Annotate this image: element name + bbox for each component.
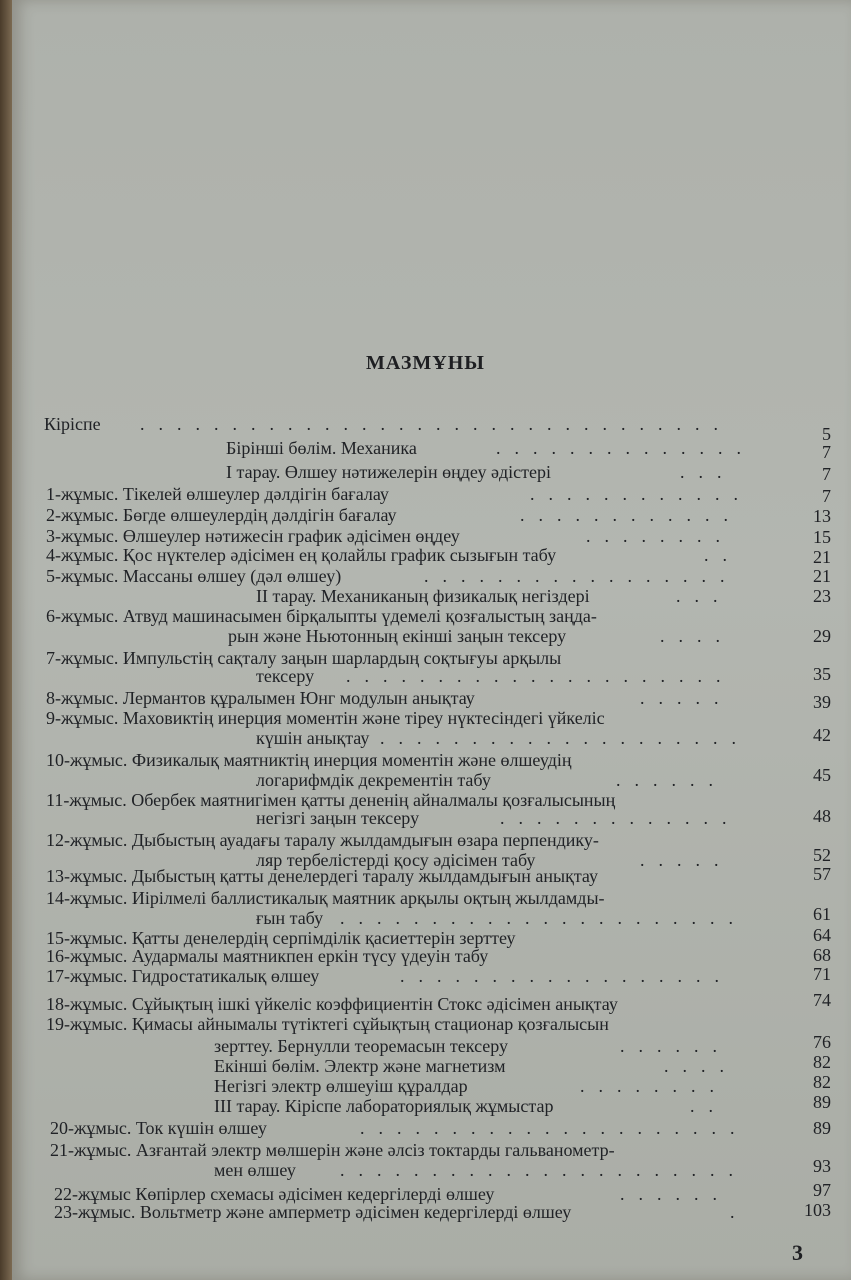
toc-entry-text: Екінші бөлім. Электр және магнетизм <box>214 1056 506 1076</box>
toc-entry-text: ляр тербелістерді қосу әдісімен табу <box>256 850 536 870</box>
toc-leader-dots: .... <box>660 626 734 646</box>
toc-page-number: 21 <box>813 566 831 586</box>
toc-page-number: 13 <box>813 506 831 526</box>
toc-leader-dots: .............. <box>496 438 755 458</box>
toc-entry-text: Бірінші бөлім. Механика <box>226 438 417 458</box>
toc-page-number: 97 <box>813 1180 831 1200</box>
toc-leader-dots: .. <box>704 545 741 565</box>
toc-page-number: 45 <box>813 765 831 785</box>
toc-page-number: 64 <box>813 925 831 945</box>
toc-page-number: 89 <box>813 1118 831 1138</box>
toc-leader-dots: ...................... <box>340 908 747 928</box>
toc-leader-dots: ........ <box>586 526 734 546</box>
toc-page-number: 15 <box>813 527 831 547</box>
toc-entry-text: 19-жұмыс. Қимасы айнымалы түтіктегі сұйықтың стационар қозғалысын <box>46 1014 609 1034</box>
toc-entry-text: 22-жұмыс Көпірлер схемасы әдісімен кедергілерді өлшеу <box>54 1184 495 1204</box>
toc-page-number: 61 <box>813 904 831 924</box>
toc-entry-text: 1-жұмыс. Тікелей өлшеулер дәлдігін бағалау <box>46 484 389 504</box>
toc-page-number: 68 <box>813 945 831 965</box>
toc-page-number: 57 <box>813 864 831 884</box>
toc-page-number: 76 <box>813 1032 831 1052</box>
toc-entry-text: I тарау. Өлшеу нәтижелерін өңдеу әдістері <box>226 462 551 482</box>
toc-entry-text: 23-жұмыс. Вольтметр және амперметр әдісімен кедергілерді өлшеу <box>54 1202 572 1222</box>
toc-page-number: 7 <box>822 464 831 484</box>
toc-leader-dots: .... <box>664 1056 738 1076</box>
toc-leader-dots: ................................ <box>140 414 732 434</box>
toc-page-number: 93 <box>813 1156 831 1176</box>
toc-leader-dots: ...................... <box>340 1160 747 1180</box>
toc-entry-text: 15-жұмыс. Қатты денелердің серпімділік қасиеттерін зерттеу <box>46 928 516 948</box>
toc-entry-text: 21-жұмыс. Азғантай электр мөлшерін және әлсіз токтарды гальванометр- <box>50 1140 615 1160</box>
toc-entry-text: 9-жұмыс. Маховиктің инерция моментін және тіреу нүктесіндегі үйкеліс <box>46 708 605 728</box>
toc-entry-text: 16-жұмыс. Аудармалы маятникпен еркін түсу үдеуін табу <box>46 946 489 966</box>
toc-entry-text: 8-жұмыс. Лермантов құралымен Юнг модулын анықтау <box>46 688 475 708</box>
toc-entry-text: логарифмдік декрементін табу <box>256 770 491 790</box>
page-title: МАЗМҰНЫ <box>366 352 485 374</box>
toc-leader-dots: ..... <box>640 688 733 708</box>
toc-entry-text: мен өлшеу <box>214 1160 296 1180</box>
toc-leader-dots: . <box>730 1202 749 1222</box>
toc-leader-dots: ...... <box>620 1036 731 1056</box>
toc-entry-text: 13-жұмыс. Дыбыстың қатты денелердегі таралу жылдамдығын анықтау <box>46 866 598 886</box>
toc-page-number: 48 <box>813 806 831 826</box>
toc-entry-text: 4-жұмыс. Қос нүктелер әдісімен ең қолайлы график сызығын табу <box>46 545 557 565</box>
toc-entry-text: 7-жұмыс. Импульстің сақталу заңын шарлардың соқтығуы арқылы <box>46 648 562 668</box>
toc-page-number: 21 <box>813 547 831 567</box>
toc-entry-text: II тарау. Механиканың физикалық негіздері <box>256 586 590 606</box>
toc-page-number: 23 <box>813 586 831 606</box>
toc-page-number: 7 <box>822 486 831 506</box>
toc-leader-dots: .................. <box>400 966 733 986</box>
toc-page-number: 82 <box>813 1072 831 1092</box>
toc-entry-text: 5-жұмыс. Массаны өлшеу (дәл өлшеу) <box>46 566 342 586</box>
toc-leader-dots: ..................... <box>360 1118 749 1138</box>
toc-entry-text: 20-жұмыс. Ток күшін өлшеу <box>50 1118 267 1138</box>
toc-entry-text: 12-жұмыс. Дыбыстың ауадағы таралу жылдамдығын өзара перпендику- <box>46 830 599 850</box>
toc-leader-dots: .................... <box>380 728 750 748</box>
toc-leader-dots: ............ <box>520 505 742 525</box>
toc-entry-text: ғын табу <box>256 908 324 928</box>
toc-page-number: 71 <box>813 964 831 984</box>
toc-page-number: 29 <box>813 626 831 646</box>
toc-leader-dots: ................. <box>424 566 739 586</box>
toc-leader-dots: ........ <box>580 1076 728 1096</box>
toc-page-number: 5 <box>822 424 831 444</box>
toc-leader-dots: ..................... <box>346 666 735 686</box>
toc-entry-text: 14-жұмыс. Иірілмелі баллистикалық маятник арқылы оқтың жылдамды- <box>46 888 605 908</box>
toc-page-number: 74 <box>813 990 831 1010</box>
toc-leader-dots: ... <box>680 462 736 482</box>
toc-entry-text: 3-жұмыс. Өлшеулер нәтижесін график әдісімен өңдеу <box>46 526 460 546</box>
toc-entry-text: III тарау. Кіріспе лабораториялық жұмыстар <box>214 1096 554 1116</box>
book-spine-shadow <box>0 0 12 1280</box>
toc-entry-text: 11-жұмыс. Обербек маятнигімен қатты дененің айналмалы қозғалысының <box>46 790 616 810</box>
toc-leader-dots: ...... <box>616 770 727 790</box>
toc-page-number: 7 <box>822 442 831 462</box>
toc-page-number: 89 <box>813 1092 831 1112</box>
toc-entry-text: негізгі заңын тексеру <box>256 808 420 828</box>
toc-page-number: 39 <box>813 692 831 712</box>
toc-entry-text: Кіріспе <box>44 414 101 434</box>
toc-entry-text: 17-жұмыс. Гидростатикалық өлшеу <box>46 966 320 986</box>
toc-entry-text: 2-жұмыс. Бөгде өлшеулердің дәлдігін бағалау <box>46 505 397 525</box>
toc-page-number: 82 <box>813 1052 831 1072</box>
toc-entry-text: рын және Ньютонның екінші заңын тексеру <box>228 626 567 646</box>
toc-entry-text: зерттеу. Бернулли теоремасын тексеру <box>214 1036 509 1056</box>
toc-entry-text: Негізгі электр өлшеуіш құралдар <box>214 1076 468 1096</box>
toc-page-number: 103 <box>804 1200 831 1220</box>
toc-page-number: 35 <box>813 664 831 684</box>
toc-leader-dots: .. <box>690 1096 727 1116</box>
toc-leader-dots: ...... <box>620 1184 731 1204</box>
toc-page-number: 42 <box>813 725 831 745</box>
toc-entry-text: 18-жұмыс. Сұйықтың ішкі үйкеліс коэффициентін Стокс әдісімен анықтау <box>46 994 618 1014</box>
toc-leader-dots: ............ <box>530 484 752 504</box>
toc-leader-dots: ..... <box>640 850 733 870</box>
toc-entry-text: 6-жұмыс. Атвуд машинасымен бірқалыпты үдемелі қозғалыстың заңда- <box>46 606 597 626</box>
toc-entry-text: 10-жұмыс. Физикалық маятниктің инерция моментін және өлшеудің <box>46 750 572 770</box>
page-number: 3 <box>792 1240 803 1265</box>
toc-entry-text: тексеру <box>256 666 315 686</box>
toc-leader-dots: ............. <box>500 808 741 828</box>
toc-leader-dots: ... <box>676 586 732 606</box>
toc-entry-text: күшін анықтау <box>256 728 370 748</box>
toc-page-number: 52 <box>813 845 831 865</box>
